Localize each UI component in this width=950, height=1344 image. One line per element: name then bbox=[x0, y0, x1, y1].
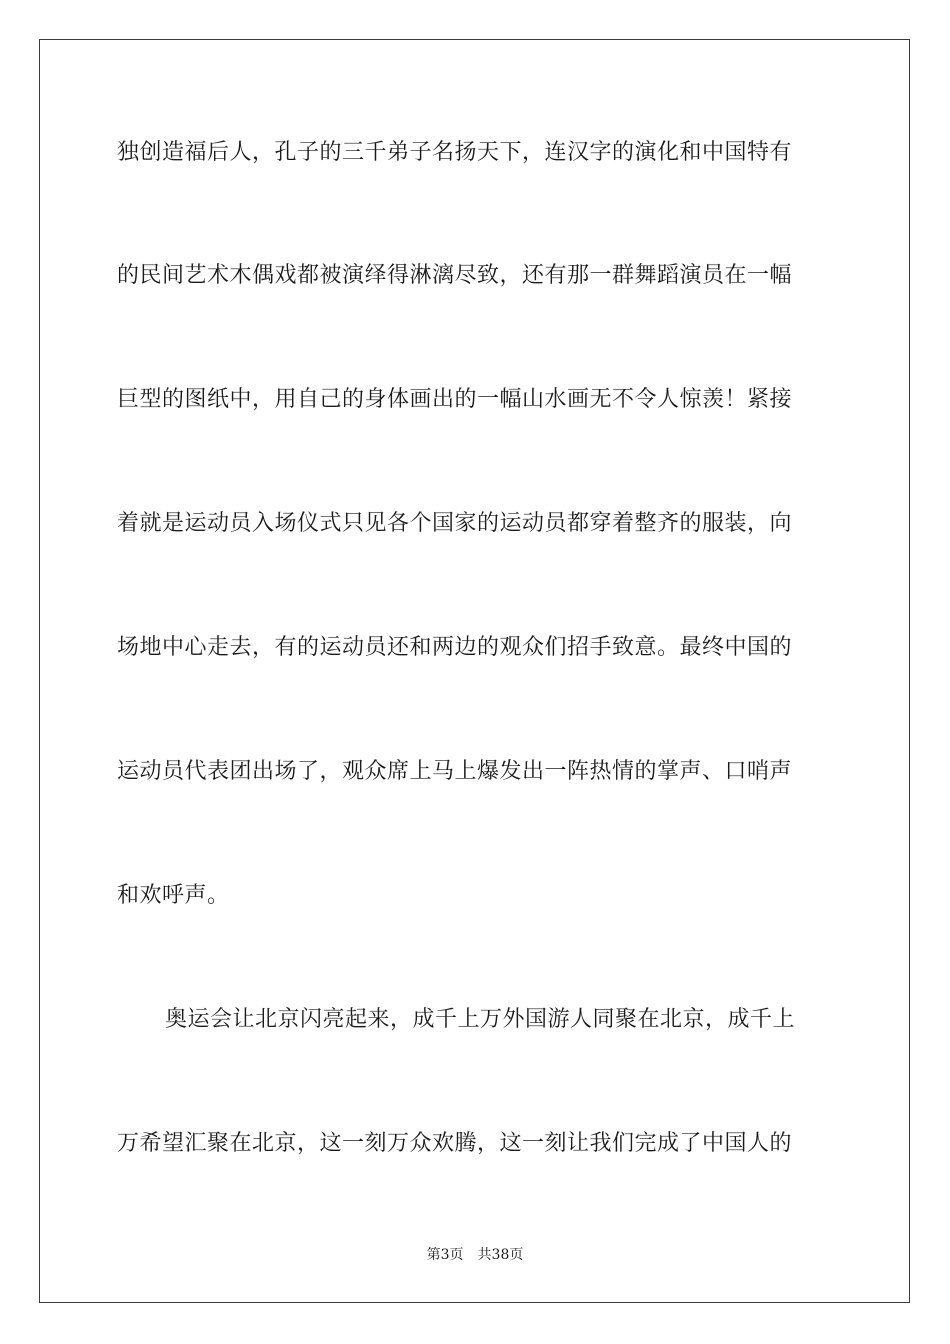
body-text-line: 运动员代表团出场了，观众席上马上爆发出一阵热情的掌声、口哨声 bbox=[117, 759, 793, 784]
page-border bbox=[39, 39, 910, 1303]
page-footer bbox=[0, 1245, 950, 1265]
body-text-line: 的民间艺术木偶戏都被演绎得淋漓尽致，还有那一群舞蹈演员在一幅 bbox=[117, 263, 793, 288]
body-text-line: 场地中心走去，有的运动员还和两边的观众们招手致意。最终中国的 bbox=[117, 635, 793, 660]
page-number: 第3页 bbox=[426, 1247, 464, 1263]
body-text-line: 着就是运动员入场仪式只见各个国家的运动员都穿着整齐的服装，向 bbox=[117, 511, 793, 536]
body-text-line: 万希望汇聚在北京，这一刻万众欢腾，这一刻让我们完成了中国人的 bbox=[117, 1131, 793, 1156]
body-text-line: 巨型的图纸中，用自己的身体画出的一幅山水画无不令人惊羡！紧接 bbox=[117, 387, 793, 412]
paragraph-first-line: 奥运会让北京闪亮起来，成千上万外国游人同聚在北京，成千上 bbox=[165, 1007, 796, 1032]
body-text-line: 和欢呼声。 bbox=[117, 883, 230, 908]
body-text-line: 独创造福后人，孔子的三千弟子名扬天下，连汉字的演化和中国特有 bbox=[117, 140, 793, 165]
total-pages: 共38页 bbox=[477, 1247, 524, 1263]
